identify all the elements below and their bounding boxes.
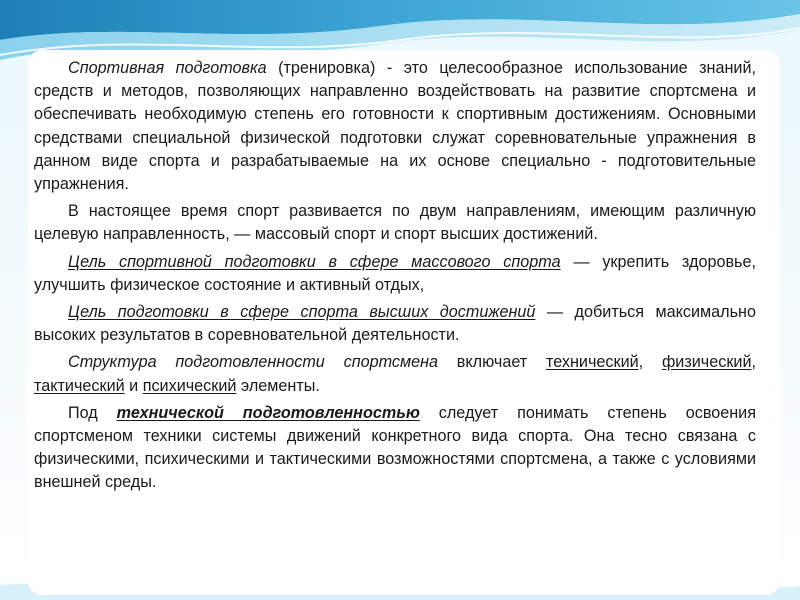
term-psychological: психический [142, 376, 237, 395]
term-technical-readiness: технической подготовленностью [116, 403, 420, 422]
text-run: и [124, 376, 143, 395]
text-run: , [638, 353, 662, 372]
definition-paragraph [34, 57, 756, 196]
term-elite-sport-goal: Цель подготовки в сфере спорта высших достижений [68, 303, 536, 322]
slide-text [34, 57, 756, 499]
text-run: Под [68, 403, 117, 422]
text-run: В настоящее время спорт развивается по двум направлениям, имеющим различную целевую направленность, — массовый спорт и спорт высших достижений. [34, 202, 756, 244]
text-run: включает [438, 353, 547, 372]
term-mass-sport-goal: Цель спортивной подготовки в сфере массового спорта [68, 252, 561, 271]
text-run: — укрепить здоровье, улучшить физическое состояние и активный отдых, [34, 252, 756, 294]
technical-readiness-paragraph [34, 402, 756, 495]
text-run: — добиться максимально высоких результатов в соревновательной деятельности. [34, 303, 757, 345]
text-run: , [751, 353, 756, 372]
directions-paragraph [34, 200, 756, 246]
term-tactical: тактический [34, 376, 125, 395]
text-run: следует понимать степень освоения спортсменом техники системы движений конкретного вида спорта. Она тесно связана с физическими, психическими и тактическими возможностями спортсмена, а также с условиями внешней среды. [34, 403, 756, 492]
term-readiness-structure: Структура подготовленности спортсмена [68, 353, 439, 372]
term-technical: технический [546, 353, 639, 372]
term-physical: физический [661, 353, 752, 372]
mass-sport-goal-paragraph [34, 251, 756, 297]
structure-paragraph [34, 351, 756, 397]
term-sport-training: Спортивная подготовка [68, 59, 267, 77]
text-run: элементы. [236, 376, 320, 395]
text-run: (тренировка) - это целесообразное использование знаний, средств и методов, позволяющих направленно воздействовать на развитие спортсмена и обеспечивать необходимую степень его готовности к спортивным достижениям. Основными средствами специальной физической подготовки служат соревновательные упражнения в данном виде спорта и разрабатываемые на их основе специально - подготовительные упражнения. [34, 59, 756, 194]
elite-sport-goal-paragraph [34, 301, 756, 347]
